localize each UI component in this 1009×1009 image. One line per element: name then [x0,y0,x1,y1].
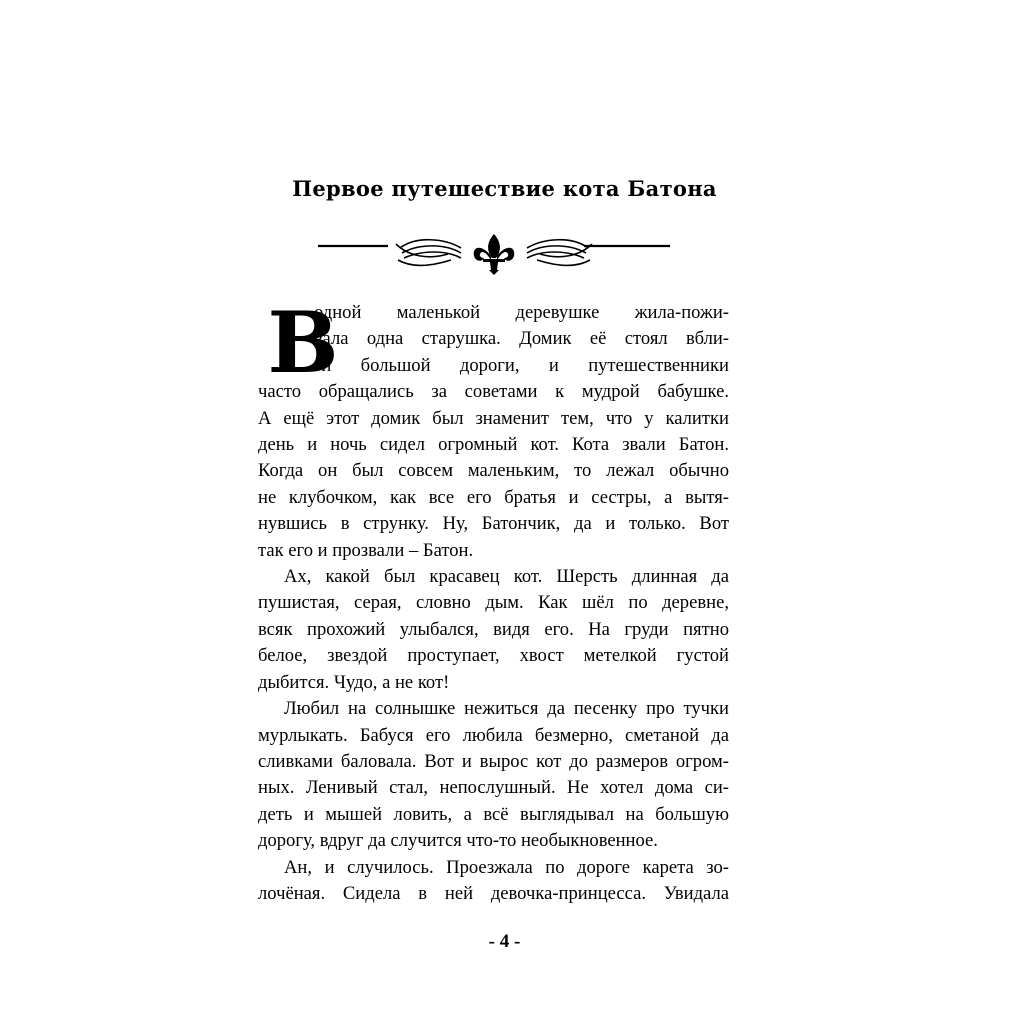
text-line: день и ночь сидел огромный кот. Кота звали Батон. [258,434,729,456]
text-line: вала одна старушка. Домик её стоял вбли- [314,328,729,350]
text-line: так его и прозвали – Батон. [258,539,474,561]
text-line: дыбится. Чудо, а не кот! [258,671,450,693]
text-line: не клубочком, как все его братья и сестры, а вытя- [258,486,729,508]
text-line: всяк прохожий улыбался, видя его. На груди пятно [258,618,729,640]
flourish-right-icon [527,240,592,266]
text-line: Ах, какой был красавец кот. Шерсть длинная да [284,566,729,588]
fleur-de-lis-icon [474,234,515,275]
text-line: одной маленькой деревушке жила-пожи- [314,302,729,323]
body-text [258,300,729,907]
text-line: А ещё этот домик был знаменит тем, что у калитки [258,407,729,429]
text-line: Ан, и случилось. Проезжала по дороге карета зо- [284,856,729,878]
text-line: ных. Ленивый стал, непослушный. Не хотел дома си- [258,777,729,799]
page-number: - 4 - [488,931,521,952]
text-line: белое, звездой проступает, хвост метелкой густой [258,645,729,667]
text-line: мурлыкать. Бабуся его любила безмерно, сметаной да [258,724,729,746]
text-line: Когда он был совсем маленьким, то лежал обычно [258,460,729,482]
flourish-left-icon [396,240,461,266]
paragraph [258,855,729,908]
chapter-title: Первое путешествие кота Батона [292,176,717,201]
text-line: деть и мышей ловить, а всё выглядывал на большую [258,803,729,825]
text-line: лочёная. Сидела в ней девочка-принцесса. Увидала [258,882,729,904]
paragraph [258,564,729,696]
ornament-divider [316,232,672,276]
text-line: нувшись в струнку. Ну, Батончик, да и только. Вот [258,513,729,535]
text-line: зи большой дороги, и путешественники [314,354,729,376]
text-line: дорогу, вдруг да случится что-то необыкновенное. [258,830,658,852]
text-line: Любил на солнышке нежиться да песенку про тучки [284,698,729,720]
paragraph [258,696,729,854]
drop-cap-letter: В [268,302,338,378]
text-line: сливками баловала. Вот и вырос кот до размеров огром- [258,750,729,772]
text-line: пушистая, серая, словно дым. Как шёл по деревне, [258,592,729,614]
paragraph [258,300,729,564]
text-line: часто обращались за советами к мудрой бабушке. [258,381,729,403]
